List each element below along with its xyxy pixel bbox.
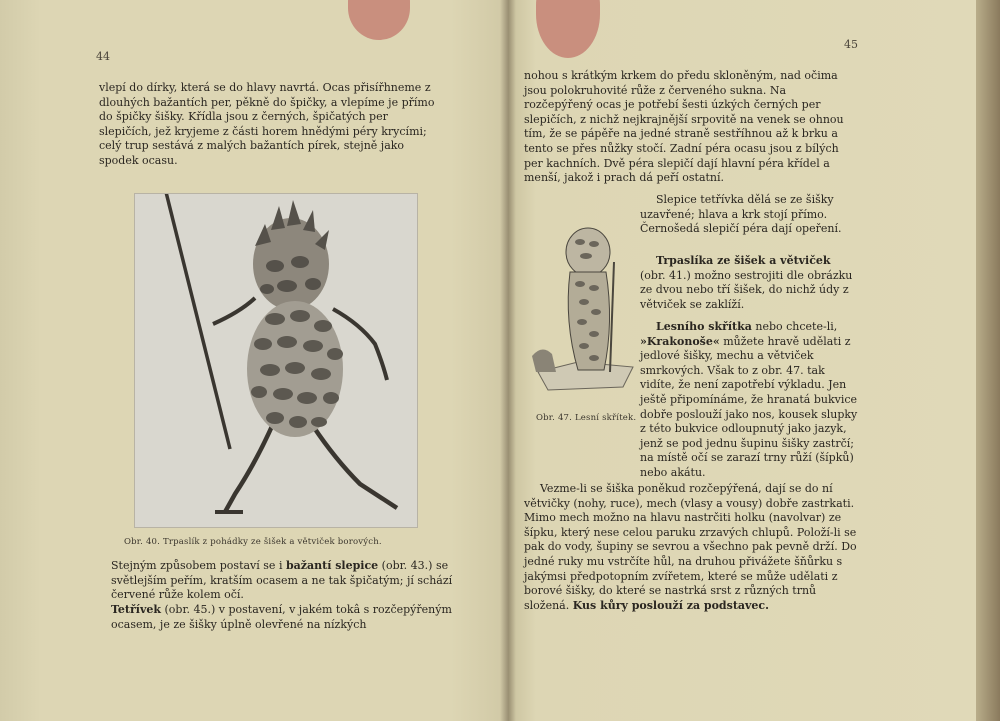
text-span: (obr. 45.) v postavení, v jakém tokâ s rozčepýřeným ocasem, je ze šišky úplně olevřené na nízkých [111, 603, 452, 631]
paragraph: vlepí do dírky, která se do hlavy navrtá. Ocas přisířhneme z dlouhých bažantích per, pěkně do špičky, a vlepíme je přímo do špičky šišky. Křídla jsou z černých, špičatých per slepičích, jež kryjeme z části horem hnědými péry krycími; celý trup sestává z malých bažantích pírek, stejně jako spodek ocasu. [99, 81, 435, 167]
page-number: 44 [96, 50, 110, 63]
bold-term: Kus kůry poslouží za podstavec. [572, 598, 769, 612]
figure-caption: Obr. 40. Trpaslík z pohádky ze šišek a větviček borových. [124, 537, 382, 547]
bold-term: bažantí slepice [285, 559, 379, 572]
figure-caption: Obr. 47. Lesní skřítek. [536, 413, 637, 423]
bold-term: »Krakonoše« [640, 334, 720, 348]
paragraph: Slepice tetřívka dělá se ze šišky uzavřené; hlava a krk stojí přímo. Černošedá slepičí péra dají opeření. [640, 193, 842, 236]
text-span: můžete hravě udělati z jedlové šišky, mechu a větviček smrkových. Však to z obr. 47. tak vidíte, že není zapotřebí výkladu. Jen ještě připomínáme, že hranatá bukvice dobře poslouží jako nos, kousek slupky z této bukvice odloupnutý jako jazyk, jenž se pod jednu šupinu šišky zastrčí; na místě očí se zarazí trny růží (šípků) nebo akátu. [640, 334, 858, 479]
paragraph [640, 320, 858, 481]
forest-gnome-illustration [528, 222, 640, 392]
page-number: 45 [844, 38, 858, 51]
page-edges [976, 0, 1000, 721]
figure-forest-gnome [528, 222, 640, 392]
figure-gnome-photo [134, 193, 418, 528]
text-span: (obr. 41.) možno sestrojiti dle obrázku ze dvou nebo tří šišek, do nichž údy z větviček se zaklíží. [640, 268, 853, 311]
bold-term: Trpaslíka ze šišek a větviček [656, 254, 831, 267]
paragraph [640, 254, 858, 312]
bold-term: Lesního skřítka [656, 320, 752, 333]
text-span: Stejným způsobem postaví se i [111, 559, 286, 572]
text-span: nebo chcete-li, [751, 320, 838, 333]
paragraph [111, 603, 453, 632]
paragraph [111, 559, 453, 603]
bold-term: Tetřívek [111, 603, 161, 616]
gnome-illustration [135, 194, 417, 527]
book-gutter [500, 0, 516, 721]
paragraph: nohou s krátkým krkem do předu skloněným, nad očima jsou polokruhovité růže z červeného sukna. Na rozčepýřený ocas je potřebí šesti úzkých černých per slepičích, z nichž nejkrajnější srpovitě na venek se ohnou tím, že se pápěře na jedné straně sestříhnou až k brku a tento se přes nůžky stočí. Zadní péra ocasu jsou z bílých per kachních. Dvě péra slepičí dají hlavní péra křídel a menší, jakož i prach dá peří ostatní. [524, 69, 844, 185]
text-span: Vezme-li se šiška poněkud rozčepýřená, dají se do ní větvičky (nohy, ruce), mech (vlasy a vousy) dobře zastrkati. Mimo mech možno na hlavu nastrčiti holku (navolvar) ze šípku, který nese celou paruku zrzavých chlupů. Položí-li se pak do vody, šupiny se sevrou a všechno pak pevně drží. Do jedné ruky mu vstrčíte hůl, na druhou přivážete šňůrku s jakýmsi předpotopním zvířetem, které se může udělati z borové šišky, do které se nastrká srst z různých trnů složená. [524, 482, 857, 612]
paragraph [524, 482, 858, 613]
text-span: (obr. 43.) se světlejším peřím, kratším ocasem a ne tak špičatým; jí schází červené růže kolem očí. [111, 559, 453, 602]
